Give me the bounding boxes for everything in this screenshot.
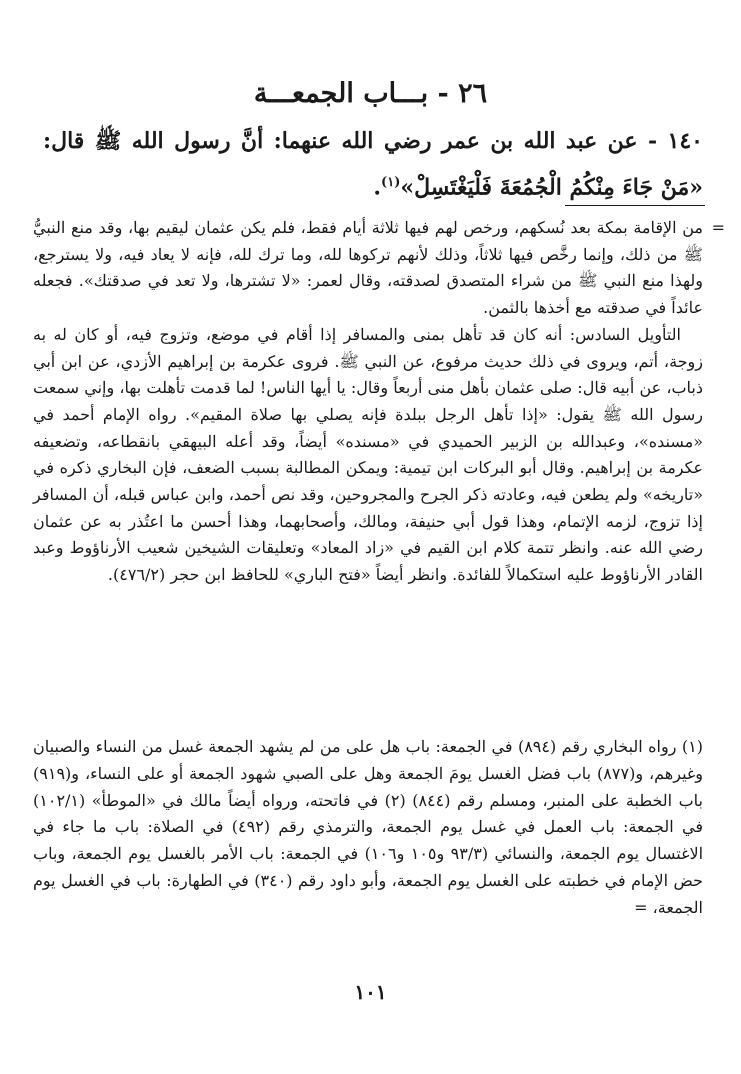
hadith-text: ١٤٠ - عن عبد الله بن عمر رضي الله عنهما: أنَّ رسول الله ﷺ قال: «مَنْ جَاءَ مِنْكُمُ الْجُمُعَةَ فَلْيَغْتَسِلْ»$^{(١)}$.	[43, 128, 703, 201]
commentary-paragraph-1: من الإقامة بمكة بعد نُسكهم، ورخص لهم فيها ثلاثة أيام فقط، فلم يكن عثمان ليقيم بها، وقد منع النبيُّ ﷺ من ذلك، وإنما رخَّص فيها ثلاثاً، وذلك لأنهم تركوها لله، وما ترك لله، فإنه لا يعاد فيه، ولا يسترجع، ولهذا منع النبي ﷺ من شراء المتصدق لصدقته، وقال لعمر: «لا تشترها، ولا تعد في صدقتك». فجعله عائداً في صدقته مع أخذها بالثمن.	[33, 218, 703, 318]
footnote-number: (١)	[681, 737, 704, 756]
commentary-paragraph-2: التأويل السادس: أنه كان قد تأهل بمنى والمسافر إذا أقام في موضع، وتزوج فيه، أو كان له به زوجة، أتم، ويروى في ذلك حديث مرفوع، عن النبي ﷺ. فروى عكرمة بن إبراهيم الأزدي، عن ابن أبي ذباب، عن أبيه قال: صلى عثمان بأهل منى أربعاً وقال: يا أيها الناس! لما قدمت تأهلت بها، وإني سمعت رسول الله ﷺ يقول: «إذا تأهل الرجل ببلدة فإنه يصلي بها صلاة المقيم». رواه الإمام أحمد في «مسنده»، وعبدالله بن الزبير الحميدي في «مسنده» أيضاً، وقد أعله البيهقي بانقطاعه، وتضعيفه عكرمة بن إبراهيم. وقال أبو البركات ابن تيمية: ويمكن المطالبة بسبب الضعف، فإن البخاري ذكره في «تاريخه» ولم يطعن فيه، وعادته ذكر الجرح والمجروحين، وقد نص أحمد، وابن عباس قبله، أن المسافر إذا تزوج، لزمه الإتمام، وهذا قول أبي حنيفة، ومالك، وأصحابهما، وهذا أحسن ما اعتُذر به عن عثمان رضي الله عنه. وانظر تتمة كلام ابن القيم في «زاد المعاد» وتعليقات الشيخين شعيب الأرناؤوط وعبد القادر الأرناؤوط عليه استكمالاً للفائدة. وانظر أيضاً «فتح الباري» للحافظ ابن حجر (٤٧٦/٢).	[33, 324, 703, 585]
page-number: ١٠١	[354, 980, 387, 1004]
footnote-block	[33, 734, 703, 922]
chapter-title: ٢٦ - بـــاب الجمعـــة	[253, 78, 488, 109]
footnote-continuation-mark: =	[634, 897, 648, 917]
hadith-text-block	[43, 120, 703, 208]
commentary-block	[33, 215, 725, 589]
footnote-text	[33, 734, 703, 922]
hadith-footnote-ref: (١)	[381, 175, 401, 190]
footnote-divider	[565, 205, 705, 206]
hadith-body: ١٤٠ - عن عبد الله بن عمر رضي الله عنهما: أنَّ رسول الله ﷺ قال: «مَنْ جَاءَ مِنْكُمُ الْجُمُعَةَ فَلْيَغْتَسِلْ»	[43, 128, 703, 201]
continuation-mark: =	[711, 218, 725, 237]
footnote-body: رواه البخاري رقم (٨٩٤) في الجمعة: باب هل على من لم يشهد الجمعة غسل من النساء والصبيان وغيرهم، و(٨٧٧) باب فضل الغسل يومَ الجمعة وهل على الصبي شهود الجمعة أو على النساء، و(٩١٩) باب الخطبة على المنبر، ومسلم رقم (٨٤٤) (٢) في فاتحته، ورواه أيضاً مالك في «الموطأ» (١٠٢/١) في الجمعة: باب العمل في غسل يوم الجمعة، والترمذي رقم (٤٩٢) في الصلاة: باب ما جاء في الاغتسال يوم الجمعة، والنسائي (٩٣/٣ و١٠٥ و١٠٦) في الجمعة: باب الأمر بالغسل يوم الجمعة، وباب حض الإمام في خطبته على الغسل يوم الجمعة، وأبو داود رقم (٣٤٠) في الطهارة: باب في الغسل يوم الجمعة،	[33, 737, 704, 917]
